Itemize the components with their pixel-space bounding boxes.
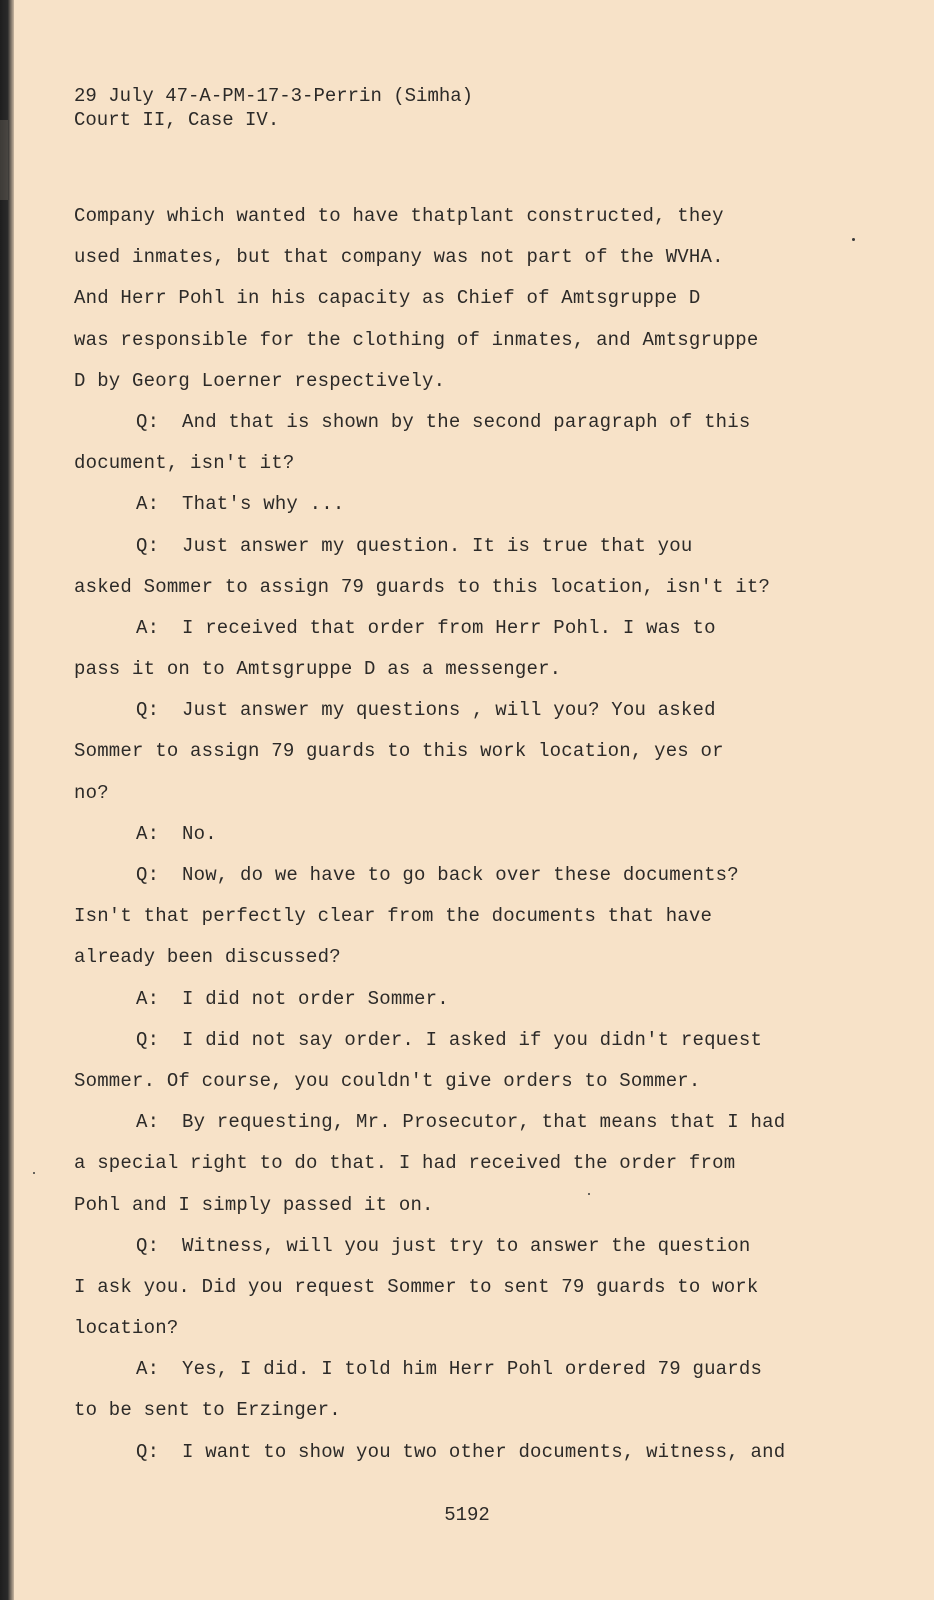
text-line [74,320,854,361]
line-text: By requesting, Mr. Prosecutor, that means that I had [182,1111,786,1134]
text-line [74,1267,854,1308]
dialogue-line [74,484,854,525]
page-number: 5192 [444,1504,490,1526]
speaker-label: A: [136,493,160,516]
line-text: already been discussed? [74,946,341,969]
line-text: Now, do we have to go back over these documents? [182,864,739,886]
line-text: I want to show you two other documents, witness, and [182,1440,786,1463]
paper-speck [33,1172,35,1174]
text-line [74,1185,854,1226]
dialogue-line [74,690,854,731]
text-line [74,443,854,484]
speaker-label: Q: [136,1234,160,1257]
speaker-label: A: [136,987,160,1010]
line-text: Pohl and I simply passed it on. [74,1193,434,1216]
paper-speck [852,238,855,241]
text-line [74,1061,854,1102]
line-text: That's why ... [182,493,345,516]
line-text: D by Georg Loerner respectively. [74,369,446,392]
dialogue-line [74,979,854,1020]
speaker-label: Q: [136,1440,160,1463]
speaker-label: Q: [136,699,160,722]
line-text: And Herr Pohl in his capacity as Chief of Amtsgruppe D [74,287,701,310]
dialogue-line [74,1432,854,1473]
scan-edge [0,0,14,1600]
text-line [74,731,854,772]
line-text: location? [74,1317,179,1340]
line-text: I received that order from Herr Pohl. I was to [182,616,716,639]
speaker-label: Q: [136,864,160,886]
dialogue-line [74,1102,854,1143]
line-text: I did not order Sommer. [182,987,449,1010]
line-text: no? [74,781,109,804]
speaker-label: Q: [136,1028,160,1051]
line-text: And that is shown by the second paragraph of this [182,410,751,433]
line-text: document, isn't it? [74,452,295,475]
text-line [74,896,854,937]
line-text: Sommer. Of course, you couldn't give orders to Sommer. [74,1069,701,1092]
text-line [74,1308,854,1349]
text-line [74,196,854,237]
text-line [74,773,854,814]
dialogue-line [74,526,854,567]
paper-speck [588,1193,590,1195]
dialogue-line [74,608,854,649]
line-text: a special right to do that. I had received the order from [74,1152,736,1175]
line-text: pass it on to Amtsgruppe D as a messenger. [74,658,562,681]
speaker-label: Q: [136,534,160,557]
speaker-label: A: [136,1358,160,1381]
line-text: used inmates, but that company was not part of the WVHA. [74,246,724,269]
dialogue-line [74,1349,854,1390]
dialogue-line [74,402,854,443]
speaker-label: A: [136,1111,160,1134]
dialogue-line [74,814,854,855]
line-text: Just answer my questions , will you? You asked [182,699,716,722]
speaker-label: A: [136,822,160,845]
dialogue-line [74,1020,854,1061]
text-line [74,567,854,608]
speaker-label: A: [136,616,160,639]
line-text: asked Sommer to assign 79 guards to this location, isn't it? [74,575,771,598]
line-text: I did not say order. I asked if you didn't request [182,1028,763,1051]
line-text: Isn't that perfectly clear from the documents that have [74,905,713,928]
text-line [74,937,854,978]
line-text: Sommer to assign 79 guards to this work location, yes or [74,740,724,763]
line-text: I ask you. Did you request Sommer to sent 79 guards to work [74,1275,759,1298]
document-header [74,84,473,132]
line-text: Witness, will you just try to answer the question [182,1234,751,1257]
line-text: Yes, I did. I told him Herr Pohl ordered 79 guards [182,1358,763,1381]
text-line [74,1390,854,1431]
line-text: No. [182,822,217,845]
text-line [74,237,854,278]
speaker-label: Q: [136,410,160,433]
text-line [74,278,854,319]
header-line-2: Court II, Case IV. [74,109,280,131]
header-line-1: 29 July 47-A-PM-17-3-Perrin (Simha) [74,85,474,107]
text-line [74,1143,854,1184]
text-line [74,649,854,690]
transcript-body [74,196,854,1473]
text-line [74,361,854,402]
line-text: Just answer my question. It is true that you [182,534,693,557]
line-text: Company which wanted to have thatplant constructed, they [74,205,724,227]
dialogue-line [74,1226,854,1267]
dialogue-line [74,855,854,896]
line-text: was responsible for the clothing of inmates, and Amtsgruppe [74,328,759,351]
line-text: to be sent to Erzinger. [74,1399,341,1422]
